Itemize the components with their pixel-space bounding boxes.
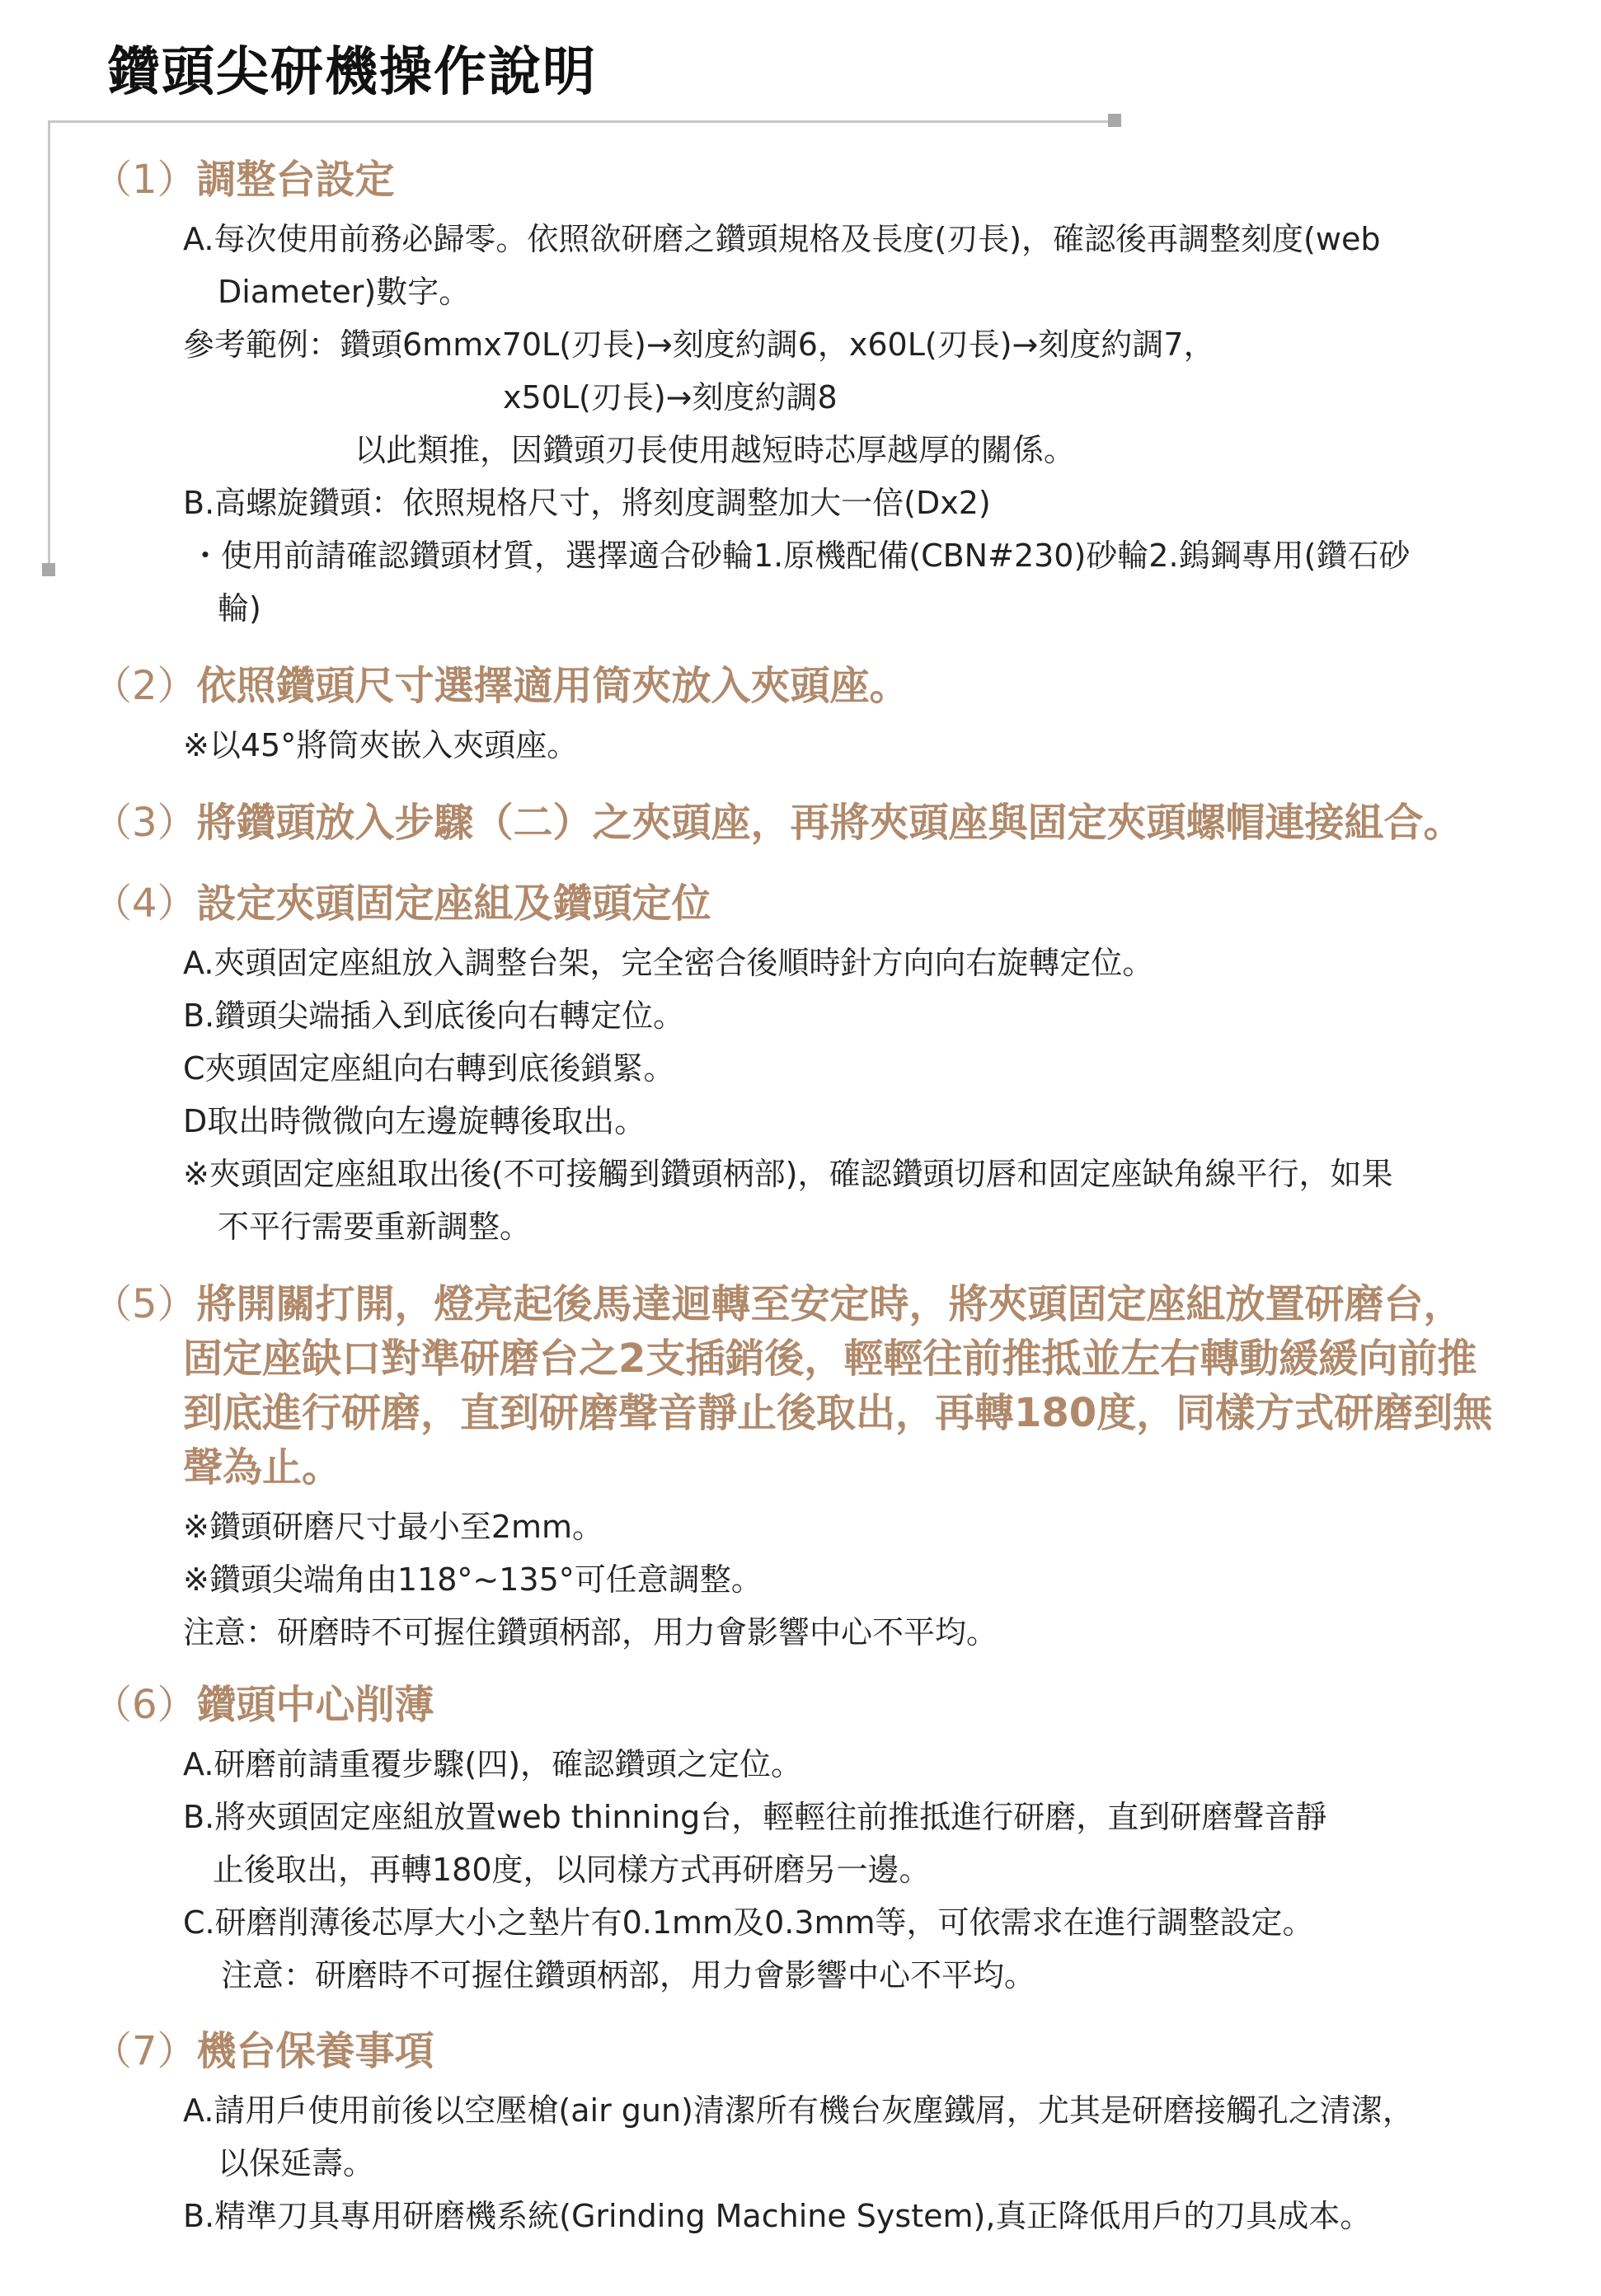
page-title: 鑽頭尖研機操作說明 xyxy=(107,42,597,103)
section-6-line: A.研磨前請重覆步驟(四)，確認鑽頭之定位。 xyxy=(183,1746,803,1782)
section-1-line: 輪) xyxy=(218,590,261,627)
section-5-heading-cont: 固定座缺口對準研磨台之2支插銷後，輕輕往前推抵並左右轉動緩緩向前推 xyxy=(183,1336,1477,1382)
section-number: （6） xyxy=(92,1682,197,1728)
section-7-line: 以保延壽。 xyxy=(218,2145,375,2181)
section-number: （2） xyxy=(92,663,197,709)
section-4-line: ※夾頭固定座組取出後(不可接觸到鑽頭柄部)，確認鑽頭切唇和固定座缺角線平行，如果 xyxy=(183,1156,1393,1192)
section-1-line: ・使用前請確認鑽頭材質，選擇適合砂輪1.原機配備(CBN#230)砂輪2.鎢鋼專用(鑽石砂 xyxy=(190,538,1411,574)
section-6-line: 注意：研磨時不可握住鑽頭柄部，用力會影響中心不平均。 xyxy=(221,1957,1036,1993)
section-6-line: C.研磨削薄後芯厚大小之墊片有0.1mm及0.3mm等，可依需求在進行調整設定。 xyxy=(183,1904,1314,1941)
section-number: （5） xyxy=(92,1281,197,1327)
section-7-line: A.請用戶使用前後以空壓槍(air gun)清潔所有機台灰塵鐵屑，尤其是研磨接觸孔之清潔， xyxy=(183,2092,1414,2129)
section-title: 將鑽頭放入步驟（二）之夾頭座，再將夾頭座與固定夾頭螺帽連接組合。 xyxy=(196,800,1463,846)
section-6-heading xyxy=(92,1679,434,1731)
section-1-line: A.每次使用前務必歸零。依照欲研磨之鑽頭規格及長度(刃長)，確認後再調整刻度(web xyxy=(183,221,1381,257)
section-number: （1） xyxy=(92,157,197,203)
section-1-line: x50L(刃長)→刻度約調8 xyxy=(503,379,838,416)
section-1-line: 以此類推，因鑽頭刃長使用越短時芯厚越厚的關係。 xyxy=(354,432,1076,468)
section-7-heading xyxy=(92,2025,434,2078)
section-4-line: C夾頭固定座組向右轉到底後鎖緊。 xyxy=(183,1050,675,1087)
section-2-heading xyxy=(92,660,909,712)
section-number: （3） xyxy=(92,800,197,846)
section-2-line: ※以45°將筒夾嵌入夾頭座。 xyxy=(183,727,579,763)
section-5-line: ※鑽頭尖端角由118°~135°可任意調整。 xyxy=(183,1561,763,1598)
section-4-line: A.夾頭固定座組放入調整台架，完全密合後順時針方向向右旋轉定位。 xyxy=(183,945,1154,981)
section-number: （4） xyxy=(92,880,197,927)
title-divider-horizontal xyxy=(48,120,1111,123)
title-divider-vertical xyxy=(48,120,50,566)
section-3-heading xyxy=(92,796,1463,849)
section-6-line: 止後取出，再轉180度，以同樣方式再研磨另一邊。 xyxy=(213,1852,931,1888)
section-4-line: B.鑽頭尖端插入到底後向右轉定位。 xyxy=(183,998,685,1034)
section-title: 機台保養事項 xyxy=(196,2028,434,2074)
section-4-heading xyxy=(92,877,711,930)
section-4-line: D取出時微微向左邊旋轉後取出。 xyxy=(183,1103,646,1139)
section-5-heading-cont: 到底進行研磨，直到研磨聲音靜止後取出，再轉180度，同樣方式研磨到無 xyxy=(183,1390,1493,1436)
section-1-line: 參考範例：鑽頭6mmx70L(刃長)→刻度約調6，x60L(刃長)→刻度約調7， xyxy=(183,326,1215,363)
section-title: 鑽頭中心削薄 xyxy=(196,1682,434,1728)
section-1-line: Diameter)數字。 xyxy=(218,274,471,310)
section-title: 依照鑽頭尺寸選擇適用筒夾放入夾頭座。 xyxy=(196,663,909,709)
section-6-line: B.將夾頭固定座組放置web thinning台，輕輕往前推抵進行研磨，直到研磨聲音靜 xyxy=(183,1799,1327,1835)
section-1-line: B.高螺旋鑽頭：依照規格尺寸，將刻度調整加大一倍(Dx2) xyxy=(183,485,991,521)
section-title: 設定夾頭固定座組及鑽頭定位 xyxy=(196,880,711,927)
divider-corner-square xyxy=(1108,114,1121,127)
section-title: 將開關打開，燈亮起後馬達迴轉至安定時，將夾頭固定座組放置研磨台， xyxy=(196,1281,1463,1327)
section-7-line: B.精準刀具專用研磨機系統(Grinding Machine System),真正降低用戶的刀具成本。 xyxy=(183,2198,1372,2234)
section-5-heading-cont: 聲為止。 xyxy=(183,1444,342,1491)
divider-end-square xyxy=(42,563,55,576)
section-title: 調整台設定 xyxy=(196,157,395,203)
section-number: （7） xyxy=(92,2028,197,2074)
section-4-line: 不平行需要重新調整。 xyxy=(218,1209,532,1245)
section-5-line: 注意：研磨時不可握住鑽頭柄部，用力會影響中心不平均。 xyxy=(183,1614,998,1650)
section-5-line: ※鑽頭研磨尺寸最小至2mm。 xyxy=(183,1509,604,1545)
section-5-heading xyxy=(92,1278,1463,1331)
section-1-heading xyxy=(92,153,395,206)
